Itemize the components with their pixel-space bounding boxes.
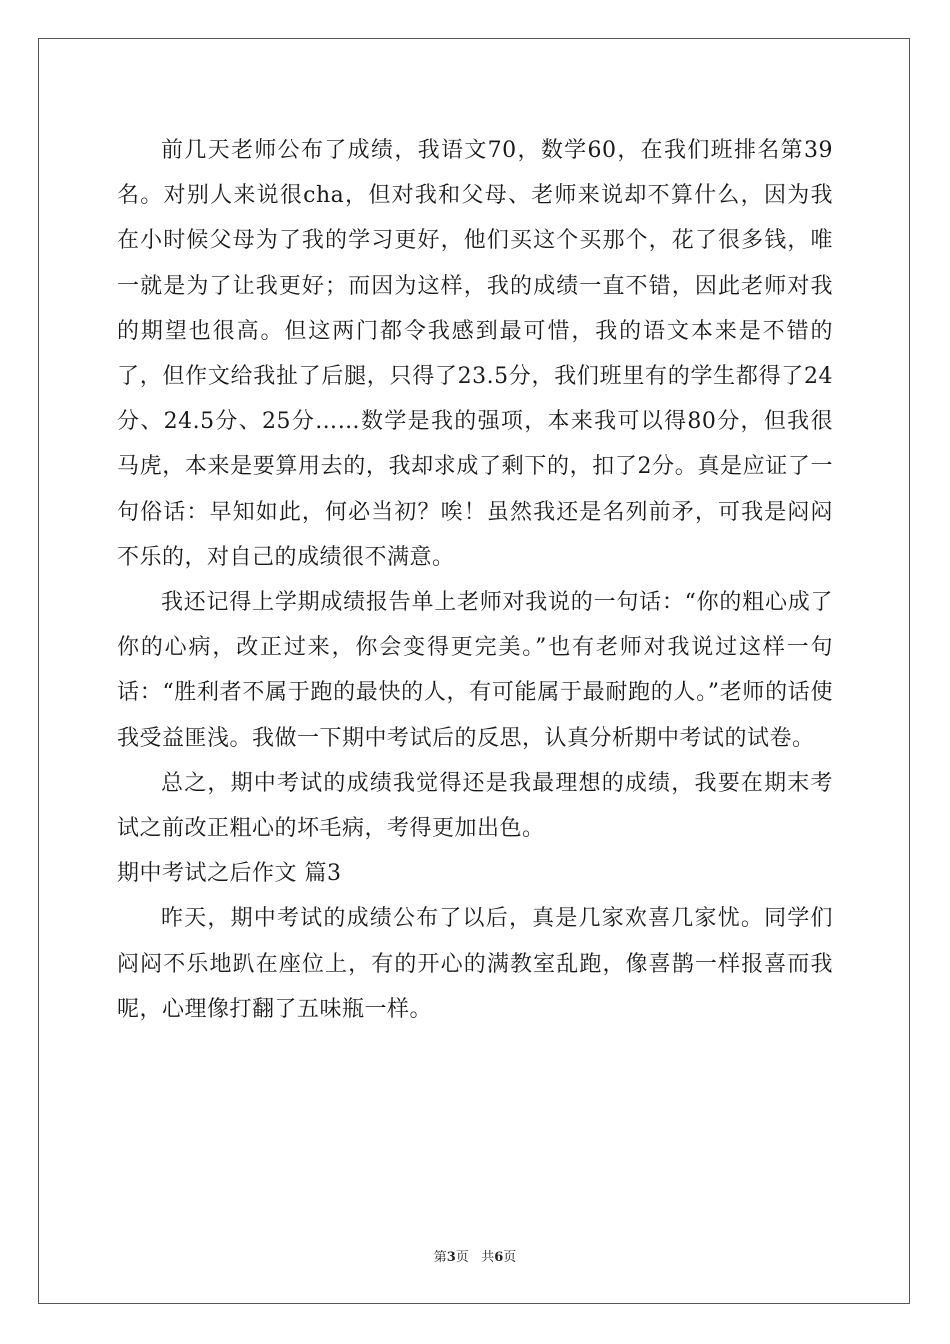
current-page-number: 3 xyxy=(446,1250,456,1265)
paragraph-1: 前几天老师公布了成绩，我语文70，数学60，在我们班排名第39名。对别人来说很cha，但对我和父母、老师来说却不算什么，因为我在小时候父母为了我的学习更好，他们买这个买那个，花了很多钱，唯一就是为了让我更好；而因为这样，我的成绩一直不错，因此老师对我的期望也很高。但这两门都令我感到最可惜，我的语文本来是不错的了，但作文给我扯了后腿，只得了23.5分，我们班里有的学生都得了24分、24.5分、25分……数学是我的强项，本来我可以得80分，但我很马虎，本来是要算用去的，我却求成了剩下的，扣了2分。真是应证了一句俗话：早知如此，何必当初？唉！虽然我还是名列前矛，可我是闷闷不乐的，对自己的成绩很不满意。 xyxy=(117,138,833,570)
page-prefix: 第 xyxy=(433,1250,447,1265)
section-heading: 期中考试之后作文 篇3 xyxy=(117,861,342,887)
document-body xyxy=(117,128,833,1032)
paragraph-3: 总之，期中考试的成绩我觉得还是我最理想的成绩，我要在期末考试之前改正粗心的坏毛病，考得更加出色。 xyxy=(117,770,833,842)
total-suffix: 页 xyxy=(503,1250,517,1265)
page-number-footer xyxy=(0,1246,950,1265)
total-prefix: 共 xyxy=(481,1250,495,1265)
paragraph-2: 我还记得上学期成绩报告单上老师对我说的一句话：“你的粗心成了你的心病，改正过来，你会变得更完美。”也有老师对我说过这样一句话：“胜利者不属于跑的最快的人，有可能属于最耐跑的人。”老师的话使我受益匪浅。我做一下期中考试后的反思，认真分析期中考试的试卷。 xyxy=(117,590,833,751)
section-paragraph-1: 昨天，期中考试的成绩公布了以后，真是几家欢喜几家忧。同学们闷闷不乐地趴在座位上，有的开心的满教室乱跑，像喜鹊一样报喜而我呢，心理像打翻了五味瓶一样。 xyxy=(117,906,833,1022)
page-suffix: 页 xyxy=(455,1250,469,1265)
total-page-count: 6 xyxy=(494,1250,504,1265)
